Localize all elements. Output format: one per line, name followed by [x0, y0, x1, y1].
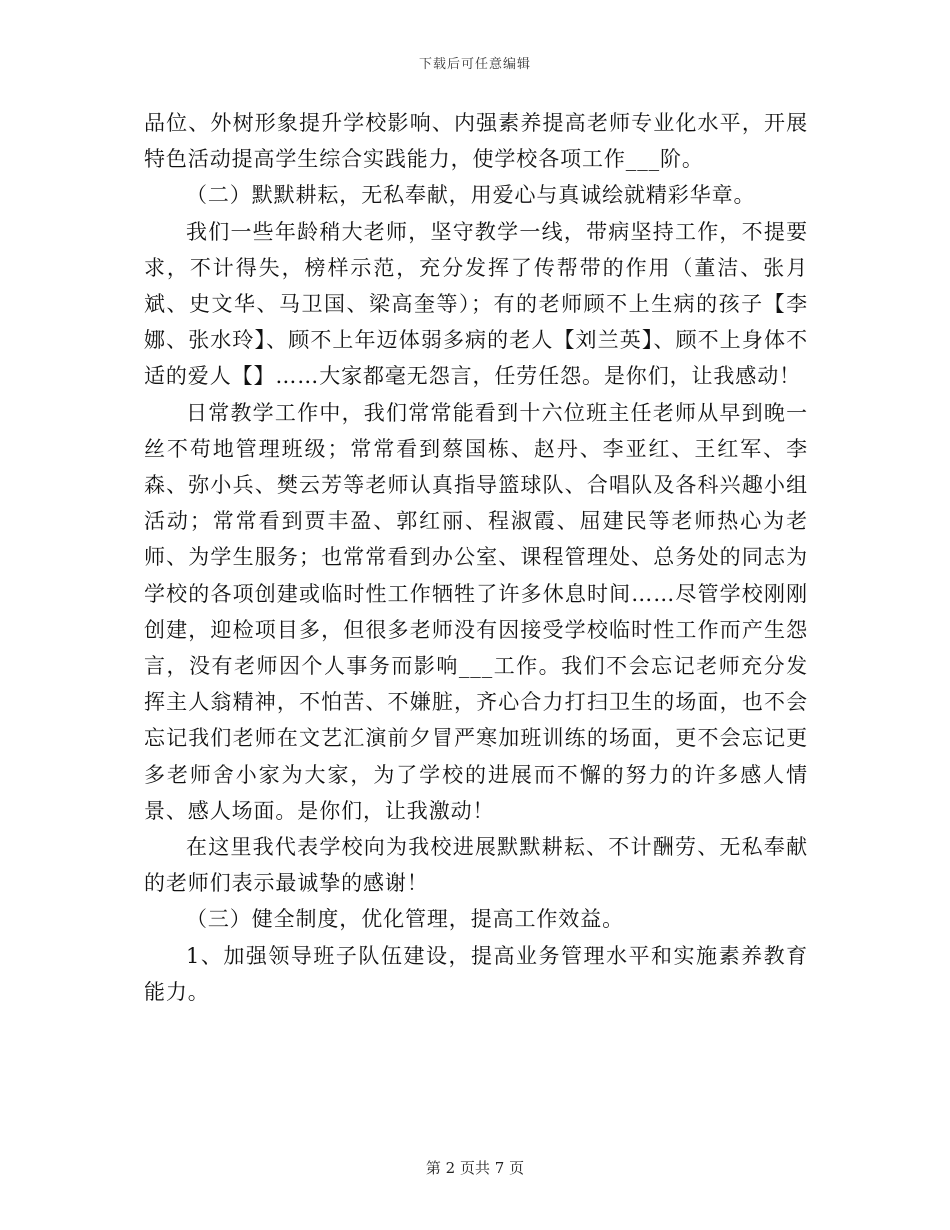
section-heading-2: （二）默默耕耘，无私奉献，用爱心与真诚绘就精彩华章。 [186, 183, 756, 208]
section-heading-3: （三）健全制度，优化管理，提高工作效益。 [186, 907, 624, 932]
paragraph-3: 我们一些年龄稍大老师，坚守教学一线，带病坚持工作，不提要求，不计得失，榜样示范，充分发挥了传帮带的作用（董洁、张月斌、史文华、马卫国、梁高奎等）；有的老师顾不上生病的孩子【李娜、张水玲】、顾不上年迈体弱多病的老人【刘兰英】、顾不上身体不适的爱人【】……大家都毫无怨言，任劳任怨。是你们，让我感动！ [144, 219, 808, 389]
paragraph-7: 1、加强领导班子队伍建设，提高业务管理水平和实施素养教育能力。 [144, 943, 808, 1004]
page-header: 下载后可任意编辑 [418, 57, 531, 72]
paragraph-1: 品位、外树形象提升学校影响、内强素养提高老师专业化水平，开展特色活动提高学生综合实践能力，使学校各项工作___阶。 [144, 111, 808, 172]
paragraph-4: 日常教学工作中，我们常常能看到十六位班主任老师从早到晚一丝不苟地管理班级；常常看到蔡国栋、赵丹、李亚红、王红军、李森、弥小兵、樊云芳等老师认真指导篮球队、合唱队及各科兴趣小组活动；常常看到贾丰盈、郭红丽、程淑霞、屈建民等老师热心为老师、为学生服务；也常常看到办公室、课程管理处、总务处的同志为学校的各项创建或临时性工作牺牲了许多休息时间……尽管学校刚刚创建，迎检项目多，但很多老师没有因接受学校临时性工作而产生怨言，没有老师因个人事务而影响___工作。我们不会忘记老师充分发挥主人翁精神，不怕苦、不嫌脏，齐心合力打扫卫生的场面，也不会忘记我们老师在文艺汇演前夕冒严寒加班训练的场面，更不会忘记更多老师舍小家为大家，为了学校的进展而不懈的努力的许多感人情景、感人场面。是你们，让我激动！ [144, 400, 808, 823]
document-body [144, 105, 808, 1010]
paragraph-5: 在这里我代表学校向为我校进展默默耕耘、不计酬劳、无私奉献的老师们表示最诚挚的感谢！ [144, 835, 808, 896]
page-number: 第 2 页共 7 页 [425, 1159, 525, 1177]
